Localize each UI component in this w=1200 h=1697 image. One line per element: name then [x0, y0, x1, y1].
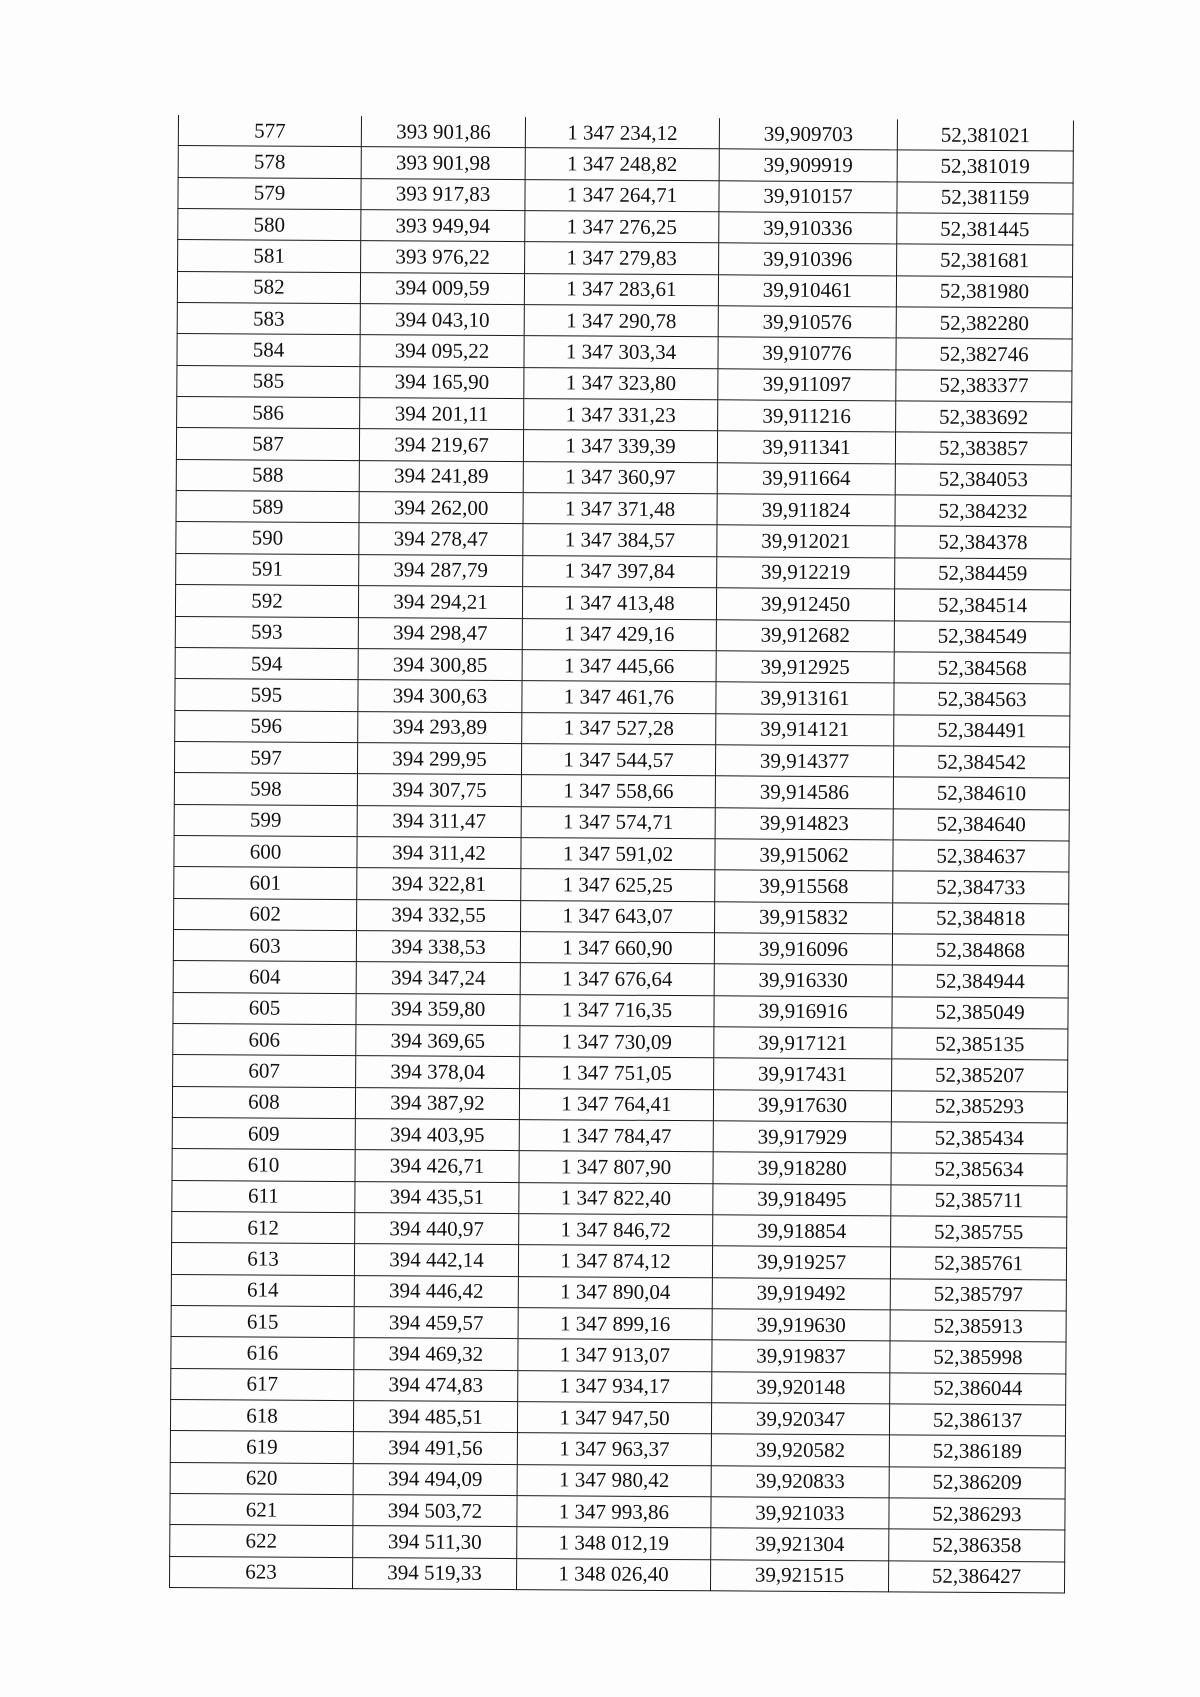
- x-coordinate-cell: 394 338,53: [356, 931, 520, 963]
- x-coordinate-cell: 394 307,75: [357, 774, 521, 806]
- table-row: [170, 1556, 1065, 1593]
- point-number-cell: 580: [178, 209, 361, 241]
- y-coordinate-cell: 1 347 461,76: [522, 681, 716, 714]
- point-number-cell: 603: [173, 929, 356, 961]
- longitude-cell: 39,909703: [719, 118, 897, 150]
- longitude-cell: 39,919257: [712, 1246, 890, 1278]
- y-coordinate-cell: 1 347 544,57: [521, 743, 715, 776]
- longitude-cell: 39,910776: [718, 337, 896, 369]
- y-coordinate-cell: 1 347 397,84: [523, 555, 717, 588]
- y-coordinate-cell: 1 348 026,40: [516, 1558, 710, 1591]
- latitude-cell: 52,385207: [892, 1059, 1068, 1091]
- point-number-cell: 617: [171, 1368, 354, 1400]
- y-coordinate-cell: 1 347 807,90: [519, 1151, 713, 1184]
- y-coordinate-cell: 1 347 290,78: [524, 305, 718, 338]
- y-coordinate-cell: 1 347 934,17: [518, 1370, 712, 1403]
- longitude-cell: 39,920833: [711, 1466, 889, 1498]
- latitude-cell: 52,384733: [893, 871, 1069, 903]
- longitude-cell: 39,914586: [715, 776, 893, 808]
- x-coordinate-cell: 394 494,09: [353, 1463, 517, 1495]
- point-number-cell: 620: [170, 1462, 353, 1494]
- x-coordinate-cell: 394 511,30: [353, 1526, 517, 1558]
- x-coordinate-cell: 394 262,00: [359, 492, 523, 524]
- point-number-cell: 599: [174, 804, 357, 836]
- x-coordinate-cell: 394 378,04: [356, 1056, 520, 1088]
- longitude-cell: 39,912682: [716, 619, 894, 651]
- x-coordinate-cell: 394 485,51: [353, 1401, 517, 1433]
- longitude-cell: 39,921304: [711, 1528, 889, 1560]
- longitude-cell: 39,915568: [715, 870, 893, 902]
- y-coordinate-cell: 1 347 730,09: [520, 1026, 714, 1059]
- x-coordinate-cell: 394 435,51: [355, 1181, 519, 1213]
- x-coordinate-cell: 394 442,14: [354, 1244, 518, 1276]
- y-coordinate-cell: 1 347 264,71: [525, 179, 719, 212]
- x-coordinate-cell: 394 201,11: [360, 398, 524, 430]
- y-coordinate-cell: 1 347 323,80: [524, 367, 718, 400]
- longitude-cell: 39,910396: [719, 243, 897, 275]
- latitude-cell: 52,381681: [897, 244, 1073, 276]
- x-coordinate-cell: 394 503,72: [353, 1495, 517, 1527]
- longitude-cell: 39,911664: [717, 463, 895, 495]
- latitude-cell: 52,383692: [896, 401, 1072, 433]
- longitude-cell: 39,917121: [714, 1027, 892, 1059]
- x-coordinate-cell: 394 043,10: [360, 304, 524, 336]
- point-number-cell: 578: [178, 146, 361, 178]
- longitude-cell: 39,909919: [719, 149, 897, 181]
- latitude-cell: 52,384232: [895, 495, 1071, 527]
- latitude-cell: 52,385755: [891, 1216, 1067, 1248]
- longitude-cell: 39,912219: [717, 557, 895, 589]
- latitude-cell: 52,384868: [892, 934, 1068, 966]
- latitude-cell: 52,385761: [890, 1247, 1066, 1279]
- y-coordinate-cell: 1 347 980,42: [517, 1464, 711, 1497]
- longitude-cell: 39,910157: [719, 180, 897, 212]
- x-coordinate-cell: 394 293,89: [358, 711, 522, 743]
- point-number-cell: 601: [174, 867, 357, 899]
- longitude-cell: 39,915062: [715, 839, 893, 871]
- latitude-cell: 52,384610: [893, 777, 1069, 809]
- y-coordinate-cell: 1 347 899,16: [518, 1308, 712, 1341]
- point-number-cell: 623: [170, 1556, 353, 1588]
- longitude-cell: 39,910336: [719, 212, 897, 244]
- point-number-cell: 615: [171, 1306, 354, 1338]
- x-coordinate-cell: 394 300,85: [358, 648, 522, 680]
- x-coordinate-cell: 394 241,89: [359, 460, 523, 492]
- point-number-cell: 594: [175, 647, 358, 679]
- longitude-cell: 39,920582: [711, 1434, 889, 1466]
- point-number-cell: 581: [178, 240, 361, 272]
- point-number-cell: 583: [177, 303, 360, 335]
- y-coordinate-cell: 1 348 012,19: [517, 1527, 711, 1560]
- x-coordinate-cell: 393 917,83: [361, 178, 525, 210]
- latitude-cell: 52,381980: [896, 276, 1072, 308]
- point-number-cell: 597: [174, 741, 357, 773]
- latitude-cell: 52,386293: [889, 1498, 1065, 1530]
- latitude-cell: 52,381021: [897, 119, 1073, 151]
- x-coordinate-cell: 394 332,55: [357, 899, 521, 931]
- y-coordinate-cell: 1 347 527,28: [522, 712, 716, 745]
- x-coordinate-cell: 393 976,22: [361, 241, 525, 273]
- longitude-cell: 39,910461: [718, 275, 896, 307]
- latitude-cell: 52,385913: [890, 1310, 1066, 1342]
- y-coordinate-cell: 1 347 846,72: [519, 1214, 713, 1247]
- latitude-cell: 52,384818: [893, 902, 1069, 934]
- point-number-cell: 595: [175, 679, 358, 711]
- y-coordinate-cell: 1 347 822,40: [519, 1182, 713, 1215]
- y-coordinate-cell: 1 347 947,50: [517, 1402, 711, 1435]
- x-coordinate-cell: 394 009,59: [360, 272, 524, 304]
- point-number-cell: 593: [175, 616, 358, 648]
- x-coordinate-cell: 394 219,67: [359, 429, 523, 461]
- x-coordinate-cell: 394 474,83: [354, 1369, 518, 1401]
- longitude-cell: 39,918854: [713, 1215, 891, 1247]
- x-coordinate-cell: 394 294,21: [358, 586, 522, 618]
- point-number-cell: 596: [175, 710, 358, 742]
- x-coordinate-cell: 394 095,22: [360, 335, 524, 367]
- point-number-cell: 604: [173, 961, 356, 993]
- latitude-cell: 52,386044: [890, 1373, 1066, 1405]
- y-coordinate-cell: 1 347 248,82: [525, 148, 719, 181]
- point-number-cell: 621: [170, 1494, 353, 1526]
- latitude-cell: 52,384944: [892, 965, 1068, 997]
- latitude-cell: 52,385434: [891, 1122, 1067, 1154]
- x-coordinate-cell: 394 459,57: [354, 1307, 518, 1339]
- longitude-cell: 39,911824: [717, 494, 895, 526]
- y-coordinate-cell: 1 347 445,66: [522, 649, 716, 682]
- point-number-cell: 590: [176, 522, 359, 554]
- latitude-cell: 52,381159: [897, 182, 1073, 214]
- point-number-cell: 607: [173, 1055, 356, 1087]
- longitude-cell: 39,917431: [714, 1058, 892, 1090]
- x-coordinate-cell: 393 901,86: [361, 116, 525, 148]
- y-coordinate-cell: 1 347 764,41: [519, 1088, 713, 1121]
- point-number-cell: 589: [176, 491, 359, 523]
- latitude-cell: 52,386209: [889, 1467, 1065, 1499]
- point-number-cell: 619: [170, 1431, 353, 1463]
- y-coordinate-cell: 1 347 751,05: [520, 1057, 714, 1090]
- x-coordinate-cell: 394 440,97: [355, 1213, 519, 1245]
- longitude-cell: 39,912925: [716, 651, 894, 683]
- x-coordinate-cell: 394 519,33: [353, 1557, 517, 1589]
- longitude-cell: 39,916096: [714, 933, 892, 965]
- y-coordinate-cell: 1 347 558,66: [521, 775, 715, 808]
- point-number-cell: 600: [174, 835, 357, 867]
- latitude-cell: 52,386189: [889, 1435, 1065, 1467]
- y-coordinate-cell: 1 347 625,25: [521, 869, 715, 902]
- latitude-cell: 52,385634: [891, 1153, 1067, 1185]
- point-number-cell: 579: [178, 177, 361, 209]
- point-number-cell: 610: [172, 1149, 355, 1181]
- coordinates-table-body: [170, 115, 1074, 1593]
- latitude-cell: 52,386427: [888, 1561, 1064, 1593]
- latitude-cell: 52,381019: [897, 150, 1073, 182]
- y-coordinate-cell: 1 347 360,97: [523, 461, 717, 494]
- longitude-cell: 39,912450: [716, 588, 894, 620]
- x-coordinate-cell: 394 322,81: [357, 868, 521, 900]
- x-coordinate-cell: 394 298,47: [358, 617, 522, 649]
- longitude-cell: 39,917630: [713, 1089, 891, 1121]
- longitude-cell: 39,911341: [717, 431, 895, 463]
- y-coordinate-cell: 1 347 716,35: [520, 994, 714, 1027]
- y-coordinate-cell: 1 347 331,23: [524, 399, 718, 432]
- longitude-cell: 39,913161: [716, 682, 894, 714]
- point-number-cell: 598: [174, 773, 357, 805]
- x-coordinate-cell: 394 426,71: [355, 1150, 519, 1182]
- point-number-cell: 613: [171, 1243, 354, 1275]
- y-coordinate-cell: 1 347 913,07: [518, 1339, 712, 1372]
- coordinates-table: [169, 115, 1074, 1594]
- x-coordinate-cell: 393 949,94: [361, 210, 525, 242]
- longitude-cell: 39,920148: [712, 1372, 890, 1404]
- latitude-cell: 52,384542: [893, 746, 1069, 778]
- y-coordinate-cell: 1 347 874,12: [518, 1245, 712, 1278]
- latitude-cell: 52,384563: [894, 683, 1070, 715]
- y-coordinate-cell: 1 347 429,16: [522, 618, 716, 651]
- point-number-cell: 592: [175, 585, 358, 617]
- longitude-cell: 39,916330: [714, 964, 892, 996]
- point-number-cell: 614: [171, 1274, 354, 1306]
- latitude-cell: 52,381445: [897, 213, 1073, 245]
- point-number-cell: 608: [172, 1086, 355, 1118]
- point-number-cell: 611: [172, 1180, 355, 1212]
- point-number-cell: 616: [171, 1337, 354, 1369]
- point-number-cell: 605: [173, 992, 356, 1024]
- y-coordinate-cell: 1 347 279,83: [525, 242, 719, 275]
- point-number-cell: 602: [174, 898, 357, 930]
- point-number-cell: 609: [172, 1117, 355, 1149]
- latitude-cell: 52,385293: [891, 1091, 1067, 1123]
- y-coordinate-cell: 1 347 993,86: [517, 1496, 711, 1529]
- x-coordinate-cell: 394 299,95: [357, 742, 521, 774]
- point-number-cell: 591: [176, 553, 359, 585]
- latitude-cell: 52,385711: [891, 1185, 1067, 1217]
- longitude-cell: 39,910576: [718, 306, 896, 338]
- x-coordinate-cell: 394 278,47: [359, 523, 523, 555]
- longitude-cell: 39,921033: [711, 1497, 889, 1529]
- x-coordinate-cell: 394 491,56: [353, 1432, 517, 1464]
- x-coordinate-cell: 394 165,90: [360, 366, 524, 398]
- y-coordinate-cell: 1 347 384,57: [523, 524, 717, 557]
- x-coordinate-cell: 394 446,42: [354, 1275, 518, 1307]
- longitude-cell: 39,919837: [712, 1340, 890, 1372]
- longitude-cell: 39,914823: [715, 807, 893, 839]
- longitude-cell: 39,911216: [718, 400, 896, 432]
- latitude-cell: 52,385049: [892, 997, 1068, 1029]
- latitude-cell: 52,384637: [893, 840, 1069, 872]
- latitude-cell: 52,383857: [895, 432, 1071, 464]
- latitude-cell: 52,384491: [894, 714, 1070, 746]
- x-coordinate-cell: 394 359,80: [356, 993, 520, 1025]
- coordinates-table-wrapper: [169, 115, 1068, 1594]
- point-number-cell: 588: [176, 459, 359, 491]
- latitude-cell: 52,386137: [889, 1404, 1065, 1436]
- latitude-cell: 52,385797: [890, 1279, 1066, 1311]
- y-coordinate-cell: 1 347 890,04: [518, 1276, 712, 1309]
- point-number-cell: 587: [176, 428, 359, 460]
- longitude-cell: 39,918495: [713, 1183, 891, 1215]
- point-number-cell: 584: [177, 334, 360, 366]
- x-coordinate-cell: 394 347,24: [356, 962, 520, 994]
- y-coordinate-cell: 1 347 339,39: [523, 430, 717, 463]
- latitude-cell: 52,386358: [889, 1529, 1065, 1561]
- longitude-cell: 39,917929: [713, 1121, 891, 1153]
- x-coordinate-cell: 394 287,79: [359, 554, 523, 586]
- y-coordinate-cell: 1 347 591,02: [521, 838, 715, 871]
- longitude-cell: 39,916916: [714, 995, 892, 1027]
- longitude-cell: 39,914377: [715, 745, 893, 777]
- latitude-cell: 52,384378: [895, 526, 1071, 558]
- latitude-cell: 52,383377: [896, 370, 1072, 402]
- longitude-cell: 39,919630: [712, 1309, 890, 1341]
- x-coordinate-cell: 394 403,95: [355, 1119, 519, 1151]
- latitude-cell: 52,385998: [890, 1341, 1066, 1373]
- longitude-cell: 39,918280: [713, 1152, 891, 1184]
- y-coordinate-cell: 1 347 676,64: [520, 963, 714, 996]
- longitude-cell: 39,912021: [717, 525, 895, 557]
- latitude-cell: 52,385135: [892, 1028, 1068, 1060]
- longitude-cell: 39,920347: [711, 1403, 889, 1435]
- point-number-cell: 582: [177, 271, 360, 303]
- latitude-cell: 52,384459: [895, 558, 1071, 590]
- longitude-cell: 39,911097: [718, 369, 896, 401]
- x-coordinate-cell: 393 901,98: [361, 147, 525, 179]
- longitude-cell: 39,915832: [715, 901, 893, 933]
- x-coordinate-cell: 394 311,42: [357, 837, 521, 869]
- y-coordinate-cell: 1 347 660,90: [520, 932, 714, 965]
- x-coordinate-cell: 394 369,65: [356, 1025, 520, 1057]
- y-coordinate-cell: 1 347 574,71: [521, 806, 715, 839]
- point-number-cell: 577: [178, 115, 361, 147]
- y-coordinate-cell: 1 347 234,12: [525, 117, 719, 149]
- longitude-cell: 39,919492: [712, 1278, 890, 1310]
- point-number-cell: 585: [177, 365, 360, 397]
- latitude-cell: 52,382280: [896, 307, 1072, 339]
- y-coordinate-cell: 1 347 784,47: [519, 1120, 713, 1153]
- x-coordinate-cell: 394 300,63: [358, 680, 522, 712]
- latitude-cell: 52,384053: [895, 464, 1071, 496]
- latitude-cell: 52,384568: [894, 652, 1070, 684]
- point-number-cell: 606: [173, 1023, 356, 1055]
- y-coordinate-cell: 1 347 276,25: [525, 211, 719, 244]
- y-coordinate-cell: 1 347 413,48: [522, 587, 716, 620]
- point-number-cell: 622: [170, 1525, 353, 1557]
- longitude-cell: 39,914121: [716, 713, 894, 745]
- point-number-cell: 612: [172, 1212, 355, 1244]
- latitude-cell: 52,382746: [896, 338, 1072, 370]
- y-coordinate-cell: 1 347 283,61: [524, 273, 718, 306]
- y-coordinate-cell: 1 347 371,48: [523, 493, 717, 526]
- longitude-cell: 39,921515: [710, 1560, 888, 1592]
- point-number-cell: 618: [170, 1400, 353, 1432]
- x-coordinate-cell: 394 387,92: [355, 1087, 519, 1119]
- y-coordinate-cell: 1 347 963,37: [517, 1433, 711, 1466]
- point-number-cell: 586: [177, 397, 360, 429]
- latitude-cell: 52,384640: [893, 808, 1069, 840]
- latitude-cell: 52,384549: [894, 620, 1070, 652]
- latitude-cell: 52,384514: [894, 589, 1070, 621]
- y-coordinate-cell: 1 347 643,07: [521, 900, 715, 933]
- x-coordinate-cell: 394 469,32: [354, 1338, 518, 1370]
- y-coordinate-cell: 1 347 303,34: [524, 336, 718, 369]
- x-coordinate-cell: 394 311,47: [357, 805, 521, 837]
